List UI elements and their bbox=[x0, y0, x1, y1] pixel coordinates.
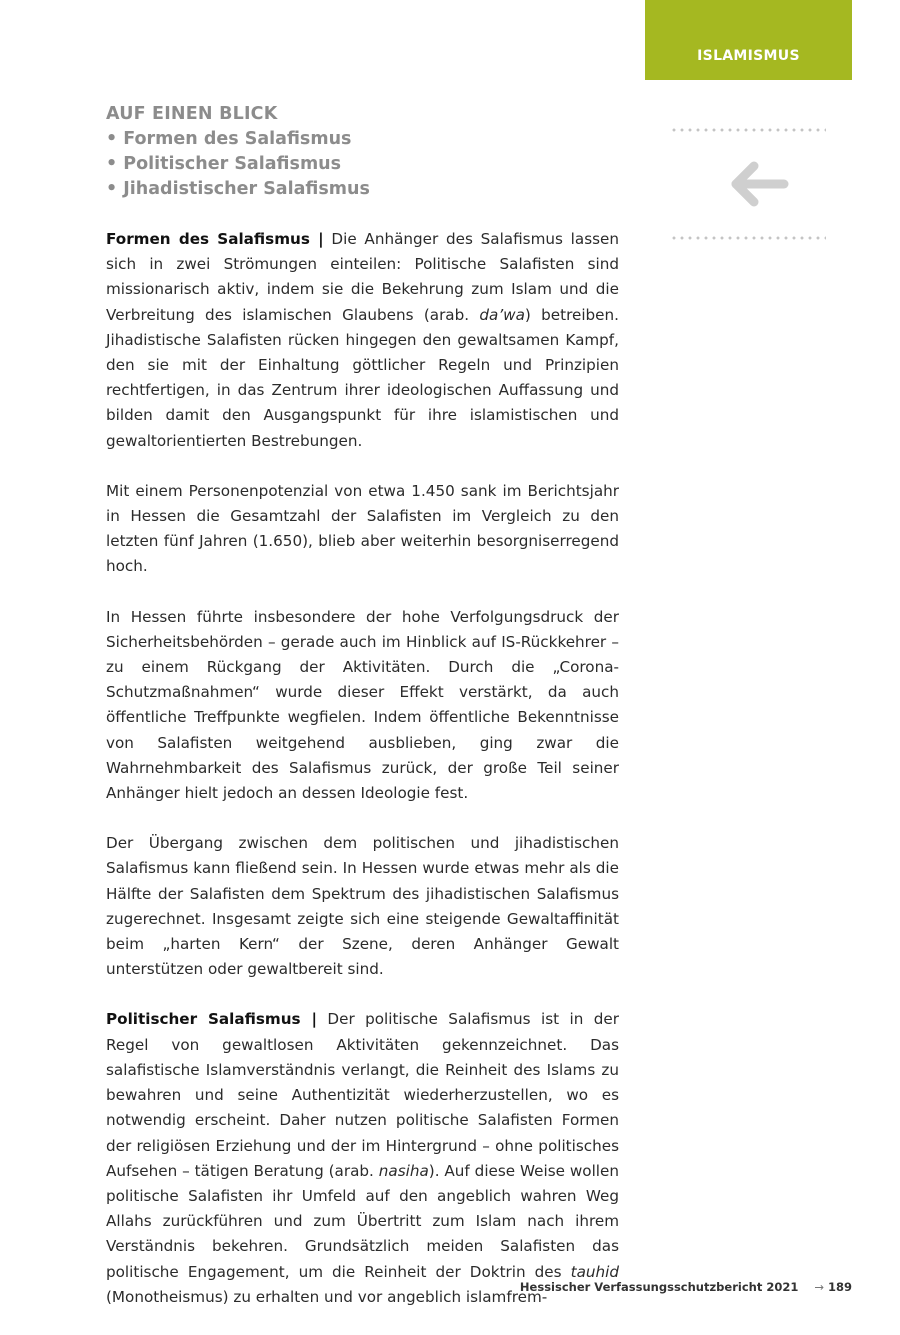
page-footer bbox=[520, 1280, 852, 1294]
at-a-glance-item: • Jihadistischer Salafismus bbox=[106, 177, 626, 202]
paragraph-lead: Formen des Salafismus | bbox=[106, 230, 324, 248]
page-number: 189 bbox=[827, 1280, 852, 1294]
section-tab-label: ISLAMISMUS bbox=[697, 48, 800, 64]
dotted-divider-bottom bbox=[670, 236, 826, 240]
paragraph-forms: Formen des Salafismus | Die Anhänger des Salafismus lassen sich in zwei Strömungen einteilen: Politische Salafisten sind missionarisch aktiv, indem sie die Bekehrung zum Islam und die Verbreitung des islamischen Glaubens (arab. da’wa) betreiben. Jihadistische Salafisten rücken hingegen den gewaltsamen Kampf, den sie mit der Einhaltung göttlicher Regeln und Prinzipien rechtfertigen, in das Zentrum ihrer ideologischen Auffassung und bilden damit den Ausgangspunkt für ihre islamistischen und gewaltorientierten Bestrebungen. bbox=[106, 230, 620, 450]
body-text bbox=[106, 227, 619, 1335]
paragraph-potential: Mit einem Personenpotenzial von etwa 1.450 sank im Berichtsjahr in Hessen die Gesamtzahl der Salafisten im Vergleich zu den letzten fünf Jahren (1.650), blieb aber weiterhin besorgniserregend hoch. bbox=[106, 481, 619, 576]
paragraph-lead: Politischer Salafismus | bbox=[106, 1010, 317, 1029]
publication-title: Hessischer Verfassungsschutzbericht 2021 bbox=[519, 1280, 799, 1294]
dotted-divider-top bbox=[670, 128, 826, 132]
paragraph-pressure: In Hessen führte insbesondere der hohe Verfolgungsdruck der Sicherheitsbehörden – gerade auch im Hinblick auf IS-Rückkehrer – zu einem Rückgang der Aktivitäten. Durch die „Corona-Schutzmaßnahmen“ wurde dieser Effekt verstärkt, da auch öffentliche Treffpunkte wegfielen. Indem öffentliche Bekenntnisse von Salafisten weitgehend ausblieben, ging zwar die Wahrnehmbarkeit des Salafismus zurück, der große Teil seiner Anhänger hielt jedoch an dessen Ideologie fest. bbox=[106, 607, 619, 803]
paragraph-political: Politischer Salafismus | Der politische Salafismus ist in der Regel von gewaltlosen Aktivitäten gekennzeichnet. Das salafistische Islamverständnis verlangt, die Reinheit des Islams zu bewahren und seine Authentizität wiederherzustellen, wo es notwendig erscheint. Daher nutzen politische Salafisten Formen der religiösen Erziehung und der im Hintergrund – ohne politisches Aufsehen – tätigen Beratung (arab. nasiha). Auf diese Weise wollen politische Salafisten ihr Umfeld auf den angeblich wahren Weg Allahs zurückführen und zum Übertritt zum Islam nach ihrem Verständnis bekehren. Grundsätzlich meiden Salafisten das politische Engagement, um die Reinheit der Doktrin des tauhid (Monotheismus) zu erhalten und vor angeblich islamfrem- bbox=[106, 1010, 619, 1306]
section-tab bbox=[645, 0, 852, 80]
arrow-left-icon[interactable] bbox=[726, 159, 790, 209]
arrow-right-icon: → bbox=[814, 1280, 824, 1294]
at-a-glance-item: • Formen des Salafismus bbox=[106, 127, 626, 152]
at-a-glance-box bbox=[106, 102, 626, 202]
at-a-glance-item: • Politischer Salafismus bbox=[106, 152, 626, 177]
paragraph-transition: Der Übergang zwischen dem politischen und jihadistischen Salafismus kann fließend sein. In Hessen wurde etwas mehr als die Hälfte der Salafisten dem Spektrum des jihadistischen Salafismus zugerechnet. Insgesamt zeigte sich eine steigende Gewaltaffinität beim „harten Kern“ der Szene, deren Anhänger Gewalt unterstützen oder gewaltbereit sind. bbox=[106, 834, 619, 979]
at-a-glance-title: AUF EINEN BLICK bbox=[106, 104, 278, 124]
at-a-glance-list bbox=[106, 127, 626, 202]
